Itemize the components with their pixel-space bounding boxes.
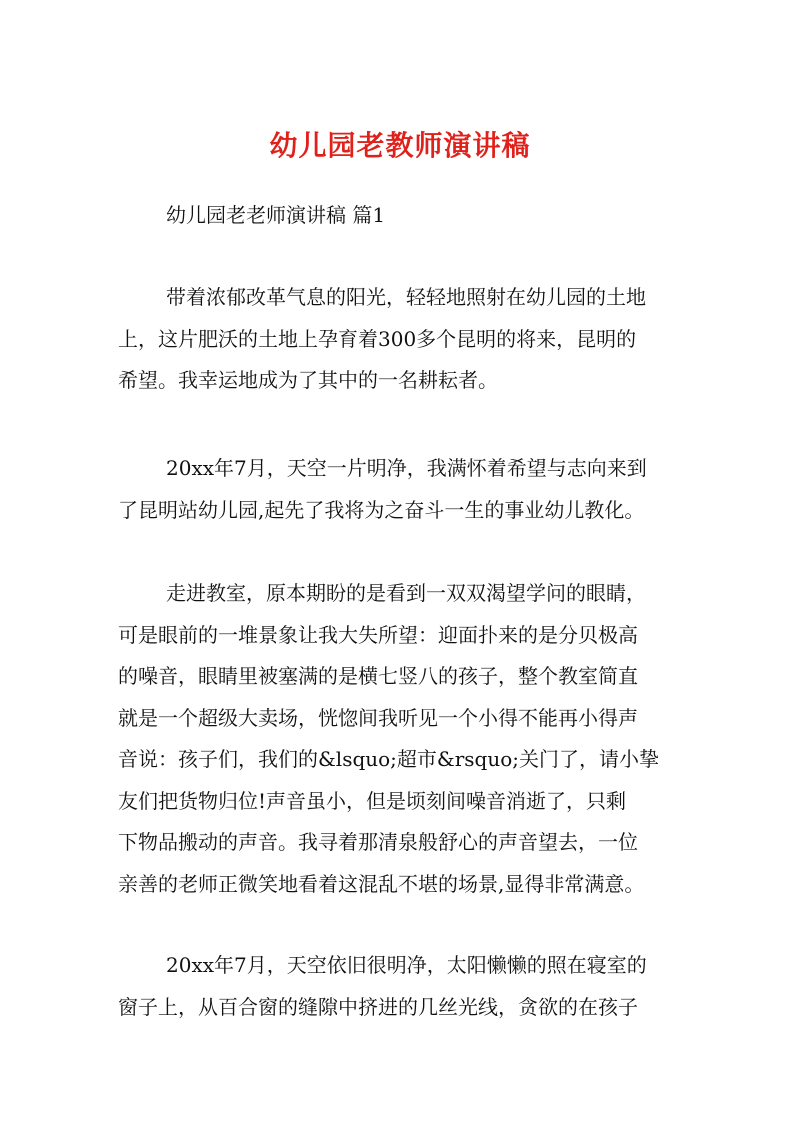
paragraph-line: 20xx年7月，天空依旧很明净，太阳懒懒的照在寝室的 xyxy=(166,953,647,977)
paragraph-line: 希望。我幸运地成为了其中的一名耕耘者。 xyxy=(118,368,498,392)
paragraph-line: 走进教室，原本期盼的是看到一双双渴望学问的眼睛， xyxy=(166,581,646,605)
paragraph-line: 上，这片肥沃的土地上孕育着300多个昆明的将来，昆明的 xyxy=(118,326,637,351)
paragraph-line: 下物品搬动的声音。我寻着那清泉般舒心的声音望去，一位 xyxy=(118,830,638,854)
paragraph-line: 20xx年7月，天空一片明净，我满怀着希望与志向来到 xyxy=(166,456,647,480)
section-heading: 幼儿园老老师演讲稿 篇1 xyxy=(166,203,386,227)
paragraph-line: 可是眼前的一堆景象让我大失所望：迎面扑来的是分贝极高 xyxy=(118,622,638,647)
paragraph-line: 友们把货物归位!声音虽小，但是顷刻间噪音消逝了，只剩 xyxy=(118,788,627,813)
paragraph-4 xyxy=(118,945,684,1028)
paragraph-line: 带着浓郁改革气息的阳光，轻轻地照射在幼儿园的土地 xyxy=(166,285,646,309)
paragraph-line: 亲善的老师正微笑地看着这混乱不堪的场景,显得非常满意。 xyxy=(118,871,645,896)
paragraph-line: 的噪音，眼睛里被塞满的是横七竖八的孩子，整个教室简直 xyxy=(118,664,638,688)
paragraph-1 xyxy=(118,277,684,402)
paragraph-line: 就是一个超级大卖场，恍惚间我听见一个小得不能再小得声 xyxy=(118,705,638,730)
paragraph-line: 窗子上，从百合窗的缝隙中挤进的几丝光线，贪欲的在孩子 xyxy=(118,994,638,1019)
document-title: 幼儿园老教师演讲稿 xyxy=(269,129,531,162)
paragraph-3 xyxy=(118,573,684,905)
paragraph-line: 了昆明站幼儿园,起先了我将为之奋斗一生的事业幼儿教化。 xyxy=(118,497,645,522)
paragraph-line: 音说：孩子们，我们的&lsquo;超市&rsquo;关门了，请小挚 xyxy=(118,747,660,771)
paragraph-2 xyxy=(118,448,684,531)
